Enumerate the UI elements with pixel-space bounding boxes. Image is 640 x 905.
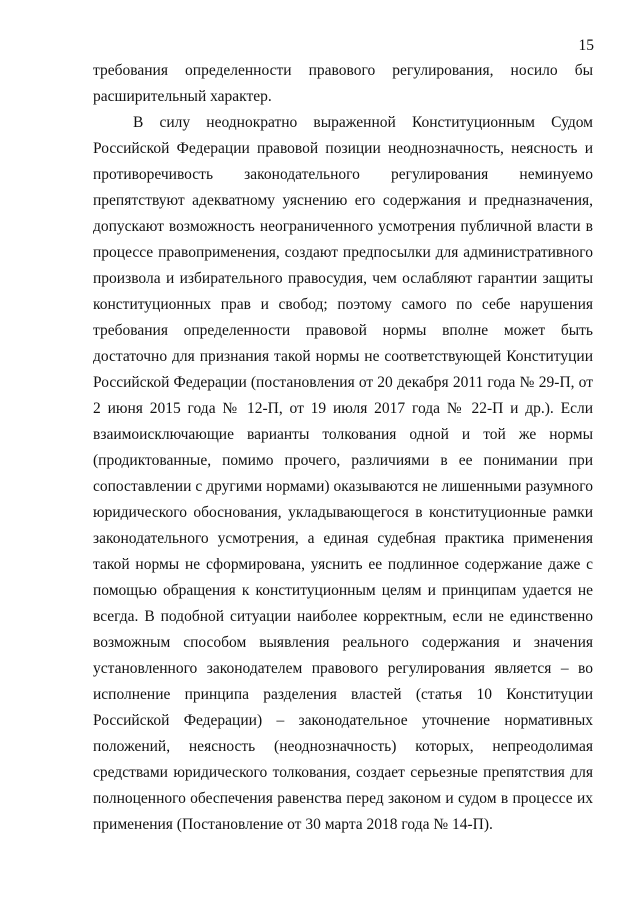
text-line: 2 июня 2015 года № 12-П, от 19 июля 2017 года № 22-П и др.). Если: [93, 400, 593, 417]
page-number: 15: [578, 37, 594, 54]
text-line: сопоставлении с другими нормами) оказываются не лишенными разумного: [93, 478, 593, 495]
text-line: положений, неясность (неоднозначность) которых, непреодолимая: [93, 738, 593, 755]
text-line: полноценного обеспечения равенства перед законом и судом в процессе их: [93, 790, 593, 807]
text-line: всегда. В подобной ситуации наиболее корректным, если не единственно: [93, 608, 593, 625]
text-line: установленного законодателем правового регулирования является – во: [93, 660, 593, 677]
text-line: возможным способом выявления реального содержания и значения: [93, 634, 593, 651]
text-line: требования определенности правового регулирования, носило бы: [93, 62, 593, 79]
text-line: произвола и избирательного правосудия, чем ослабляют гарантии защиты: [93, 270, 593, 287]
text-line: Российской Федерации (постановления от 20 декабря 2011 года № 29-П, от: [93, 374, 593, 391]
text-line: Российской Федерации правовой позиции неоднозначность, неясность и: [93, 140, 593, 157]
text-line: противоречивость законодательного регулирования неминуемо: [93, 166, 593, 183]
text-line: Российской Федерации) – законодательное уточнение нормативных: [93, 712, 593, 729]
text-line: такой нормы не сформирована, уяснить ее подлинное содержание даже с: [93, 556, 593, 573]
text-line: применения (Постановление от 30 марта 2018 года № 14-П).: [93, 816, 493, 833]
text-line: (продиктованные, помимо прочего, различиями в ее понимании при: [93, 452, 593, 469]
text-line: средствами юридического толкования, создает серьезные препятствия для: [93, 764, 593, 781]
text-line: В силу неоднократно выраженной Конституционным Судом: [133, 114, 593, 131]
text-line: достаточно для признания такой нормы не соответствующей Конституции: [93, 348, 593, 365]
text-line: помощью обращения к конституционным целям и принципам удается не: [93, 582, 593, 599]
text-line: исполнение принципа разделения властей (статья 10 Конституции: [93, 686, 593, 703]
text-line: процессе правоприменения, создают предпосылки для административного: [93, 244, 593, 261]
text-line: конституционных прав и свобод; поэтому самого по себе нарушения: [93, 296, 593, 313]
text-line: расширительный характер.: [93, 88, 272, 105]
text-line: законодательного усмотрения, а единая судебная практика применения: [93, 530, 593, 547]
text-line: допускают возможность неограниченного усмотрения публичной власти в: [93, 218, 593, 235]
text-line: взаимоисключающие варианты толкования одной и той же нормы: [93, 426, 593, 443]
text-line: препятствуют адекватному уяснению его содержания и предназначения,: [93, 192, 593, 209]
text-line: юридического обоснования, укладывающегося в конституционные рамки: [93, 504, 593, 521]
text-line: требования определенности правовой нормы вполне может быть: [93, 322, 593, 339]
